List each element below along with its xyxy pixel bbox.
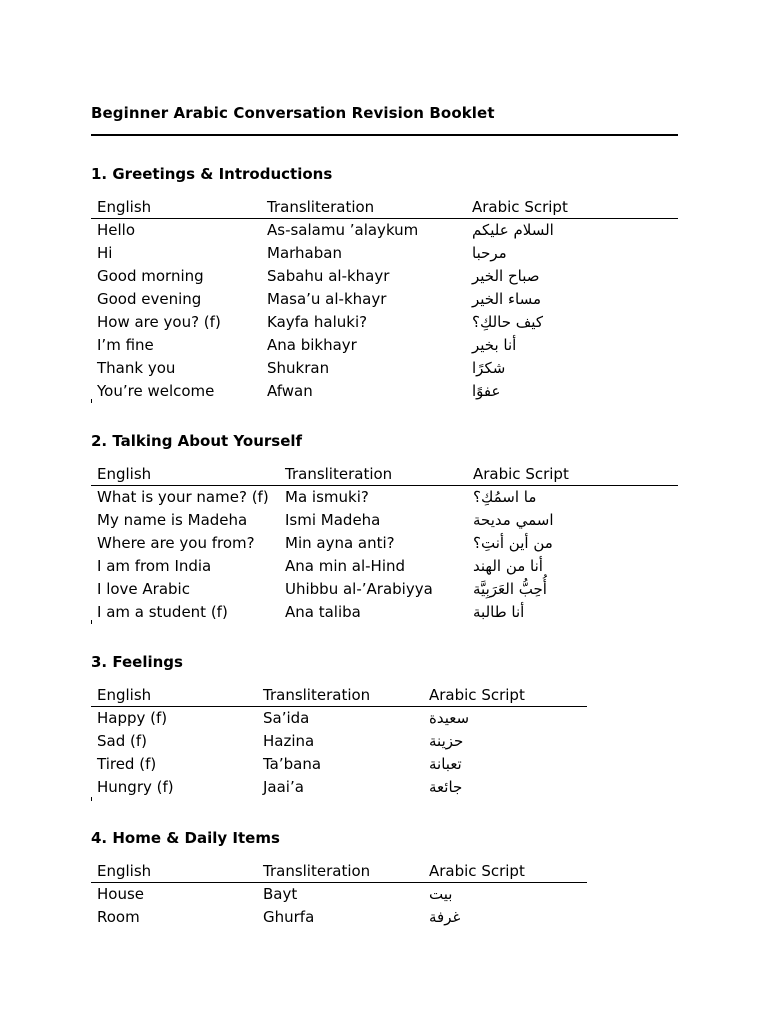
cell-english: I am a student (f)	[97, 603, 228, 621]
cell-english: House	[97, 885, 145, 903]
table-header-row	[91, 196, 678, 219]
table-row	[91, 380, 678, 403]
section-greetings	[91, 164, 678, 403]
section-about-yourself	[91, 431, 678, 624]
table-end-mark	[91, 399, 92, 403]
table-row	[91, 555, 678, 578]
cell-transliteration: As-salamu ’alaykum	[267, 221, 419, 239]
cell-transliteration: Ismi Madeha	[285, 511, 381, 529]
cell-arabic: غرفة	[429, 908, 461, 926]
cell-transliteration: Ghurfa	[263, 908, 315, 926]
cell-transliteration: Ana taliba	[285, 603, 361, 621]
section-heading: 1. Greetings & Introductions	[91, 165, 333, 183]
col-header-transliteration: Transliteration	[257, 860, 423, 883]
cell-transliteration: Ana min al-Hind	[285, 557, 406, 575]
cell-arabic: تعبانة	[429, 755, 462, 773]
cell-arabic: كيف حالكِ؟	[472, 313, 543, 331]
section-heading: 2. Talking About Yourself	[91, 432, 303, 450]
cell-arabic: شكرًا	[472, 359, 506, 377]
cell-arabic: أنا طالبة	[473, 603, 525, 621]
table-row	[91, 486, 678, 510]
col-header-transliteration: Transliteration	[261, 196, 466, 219]
cell-transliteration: Hazina	[263, 732, 315, 750]
cell-english: You’re welcome	[97, 382, 215, 400]
cell-arabic: السلام عليكم	[472, 221, 554, 239]
cell-arabic: اسمي مديحة	[473, 511, 554, 529]
cell-transliteration: Shukran	[267, 359, 330, 377]
cell-transliteration: Uhibbu al-’Arabiyya	[285, 580, 433, 598]
table-row	[91, 288, 678, 311]
cell-transliteration: Bayt	[263, 885, 298, 903]
col-header-transliteration: Transliteration	[279, 463, 467, 486]
cell-english: Hungry (f)	[97, 778, 174, 796]
cell-transliteration: Jaai’a	[263, 778, 304, 796]
table-row	[91, 883, 587, 907]
cell-arabic: حزينة	[429, 732, 464, 750]
document-title: Beginner Arabic Conversation Revision Booklet	[91, 104, 495, 122]
cell-english: What is your name? (f)	[97, 488, 269, 506]
table-row	[91, 265, 678, 288]
vocab-table	[91, 684, 587, 799]
table-row	[91, 242, 678, 265]
table-row	[91, 753, 587, 776]
cell-english: I am from India	[97, 557, 212, 575]
cell-arabic: صباح الخير	[472, 267, 540, 285]
cell-english: Hello	[97, 221, 136, 239]
cell-transliteration: Kayfa haluki?	[267, 313, 368, 331]
vocab-table	[91, 463, 678, 624]
table-row	[91, 707, 587, 731]
cell-arabic: أنا بخير	[472, 336, 517, 354]
cell-english: Happy (f)	[97, 709, 168, 727]
table-row	[91, 730, 587, 753]
cell-transliteration: Ma ismuki?	[285, 488, 369, 506]
cell-english: Hi	[97, 244, 113, 262]
table-header-row	[91, 463, 678, 486]
section-heading: 4. Home & Daily Items	[91, 829, 280, 847]
cell-english: I’m fine	[97, 336, 154, 354]
table-header-row	[91, 684, 587, 707]
cell-english: Tired (f)	[97, 755, 157, 773]
table-row	[91, 601, 678, 624]
table-row	[91, 334, 678, 357]
cell-english: My name is Madeha	[97, 511, 248, 529]
table-row	[91, 219, 678, 243]
cell-english: Good evening	[97, 290, 202, 308]
cell-english: Sad (f)	[97, 732, 147, 750]
cell-transliteration: Ana bikhayr	[267, 336, 357, 354]
col-header-arabic: Arabic Script	[466, 196, 678, 219]
cell-arabic: عفوًا	[472, 382, 501, 400]
table-row	[91, 357, 678, 380]
col-header-arabic: Arabic Script	[423, 860, 587, 883]
cell-arabic: ما اسمُكِ؟	[473, 488, 537, 506]
section-home-items	[91, 828, 587, 929]
cell-transliteration: Sa’ida	[263, 709, 310, 727]
table-end-mark	[91, 797, 92, 801]
title-divider	[91, 134, 678, 136]
cell-english: How are you? (f)	[97, 313, 221, 331]
cell-arabic: أُحِبُّ العَرَبِيَّة	[473, 580, 547, 598]
table-header-row	[91, 860, 587, 883]
col-header-english: English	[91, 463, 279, 486]
col-header-transliteration: Transliteration	[257, 684, 423, 707]
col-header-english: English	[91, 684, 257, 707]
table-end-mark	[91, 620, 92, 624]
section-heading: 3. Feelings	[91, 653, 183, 671]
cell-arabic: من أين أنتِ؟	[473, 534, 553, 552]
cell-english: I love Arabic	[97, 580, 190, 598]
cell-transliteration: Sabahu al-khayr	[267, 267, 390, 285]
section-feelings	[91, 652, 587, 799]
vocab-table	[91, 860, 587, 929]
cell-transliteration: Afwan	[267, 382, 313, 400]
cell-transliteration: Marhaban	[267, 244, 342, 262]
col-header-english: English	[91, 860, 257, 883]
cell-transliteration: Ta’bana	[263, 755, 322, 773]
cell-arabic: جائعة	[429, 778, 463, 796]
cell-arabic: مرحبا	[472, 244, 507, 262]
cell-transliteration: Min ayna anti?	[285, 534, 395, 552]
vocab-table	[91, 196, 678, 403]
cell-arabic: سعيدة	[429, 709, 470, 727]
table-row	[91, 776, 587, 799]
cell-english: Where are you from?	[97, 534, 255, 552]
col-header-arabic: Arabic Script	[423, 684, 587, 707]
col-header-arabic: Arabic Script	[467, 463, 678, 486]
table-row	[91, 906, 587, 929]
table-row	[91, 578, 678, 601]
col-header-english: English	[91, 196, 261, 219]
cell-arabic: أنا من الهند	[473, 557, 543, 575]
cell-english: Good morning	[97, 267, 204, 285]
cell-english: Thank you	[97, 359, 176, 377]
cell-arabic: بيت	[429, 885, 453, 903]
table-row	[91, 509, 678, 532]
cell-english: Room	[97, 908, 140, 926]
cell-transliteration: Masa’u al-khayr	[267, 290, 387, 308]
table-row	[91, 532, 678, 555]
cell-arabic: مساء الخير	[472, 290, 542, 308]
table-row	[91, 311, 678, 334]
